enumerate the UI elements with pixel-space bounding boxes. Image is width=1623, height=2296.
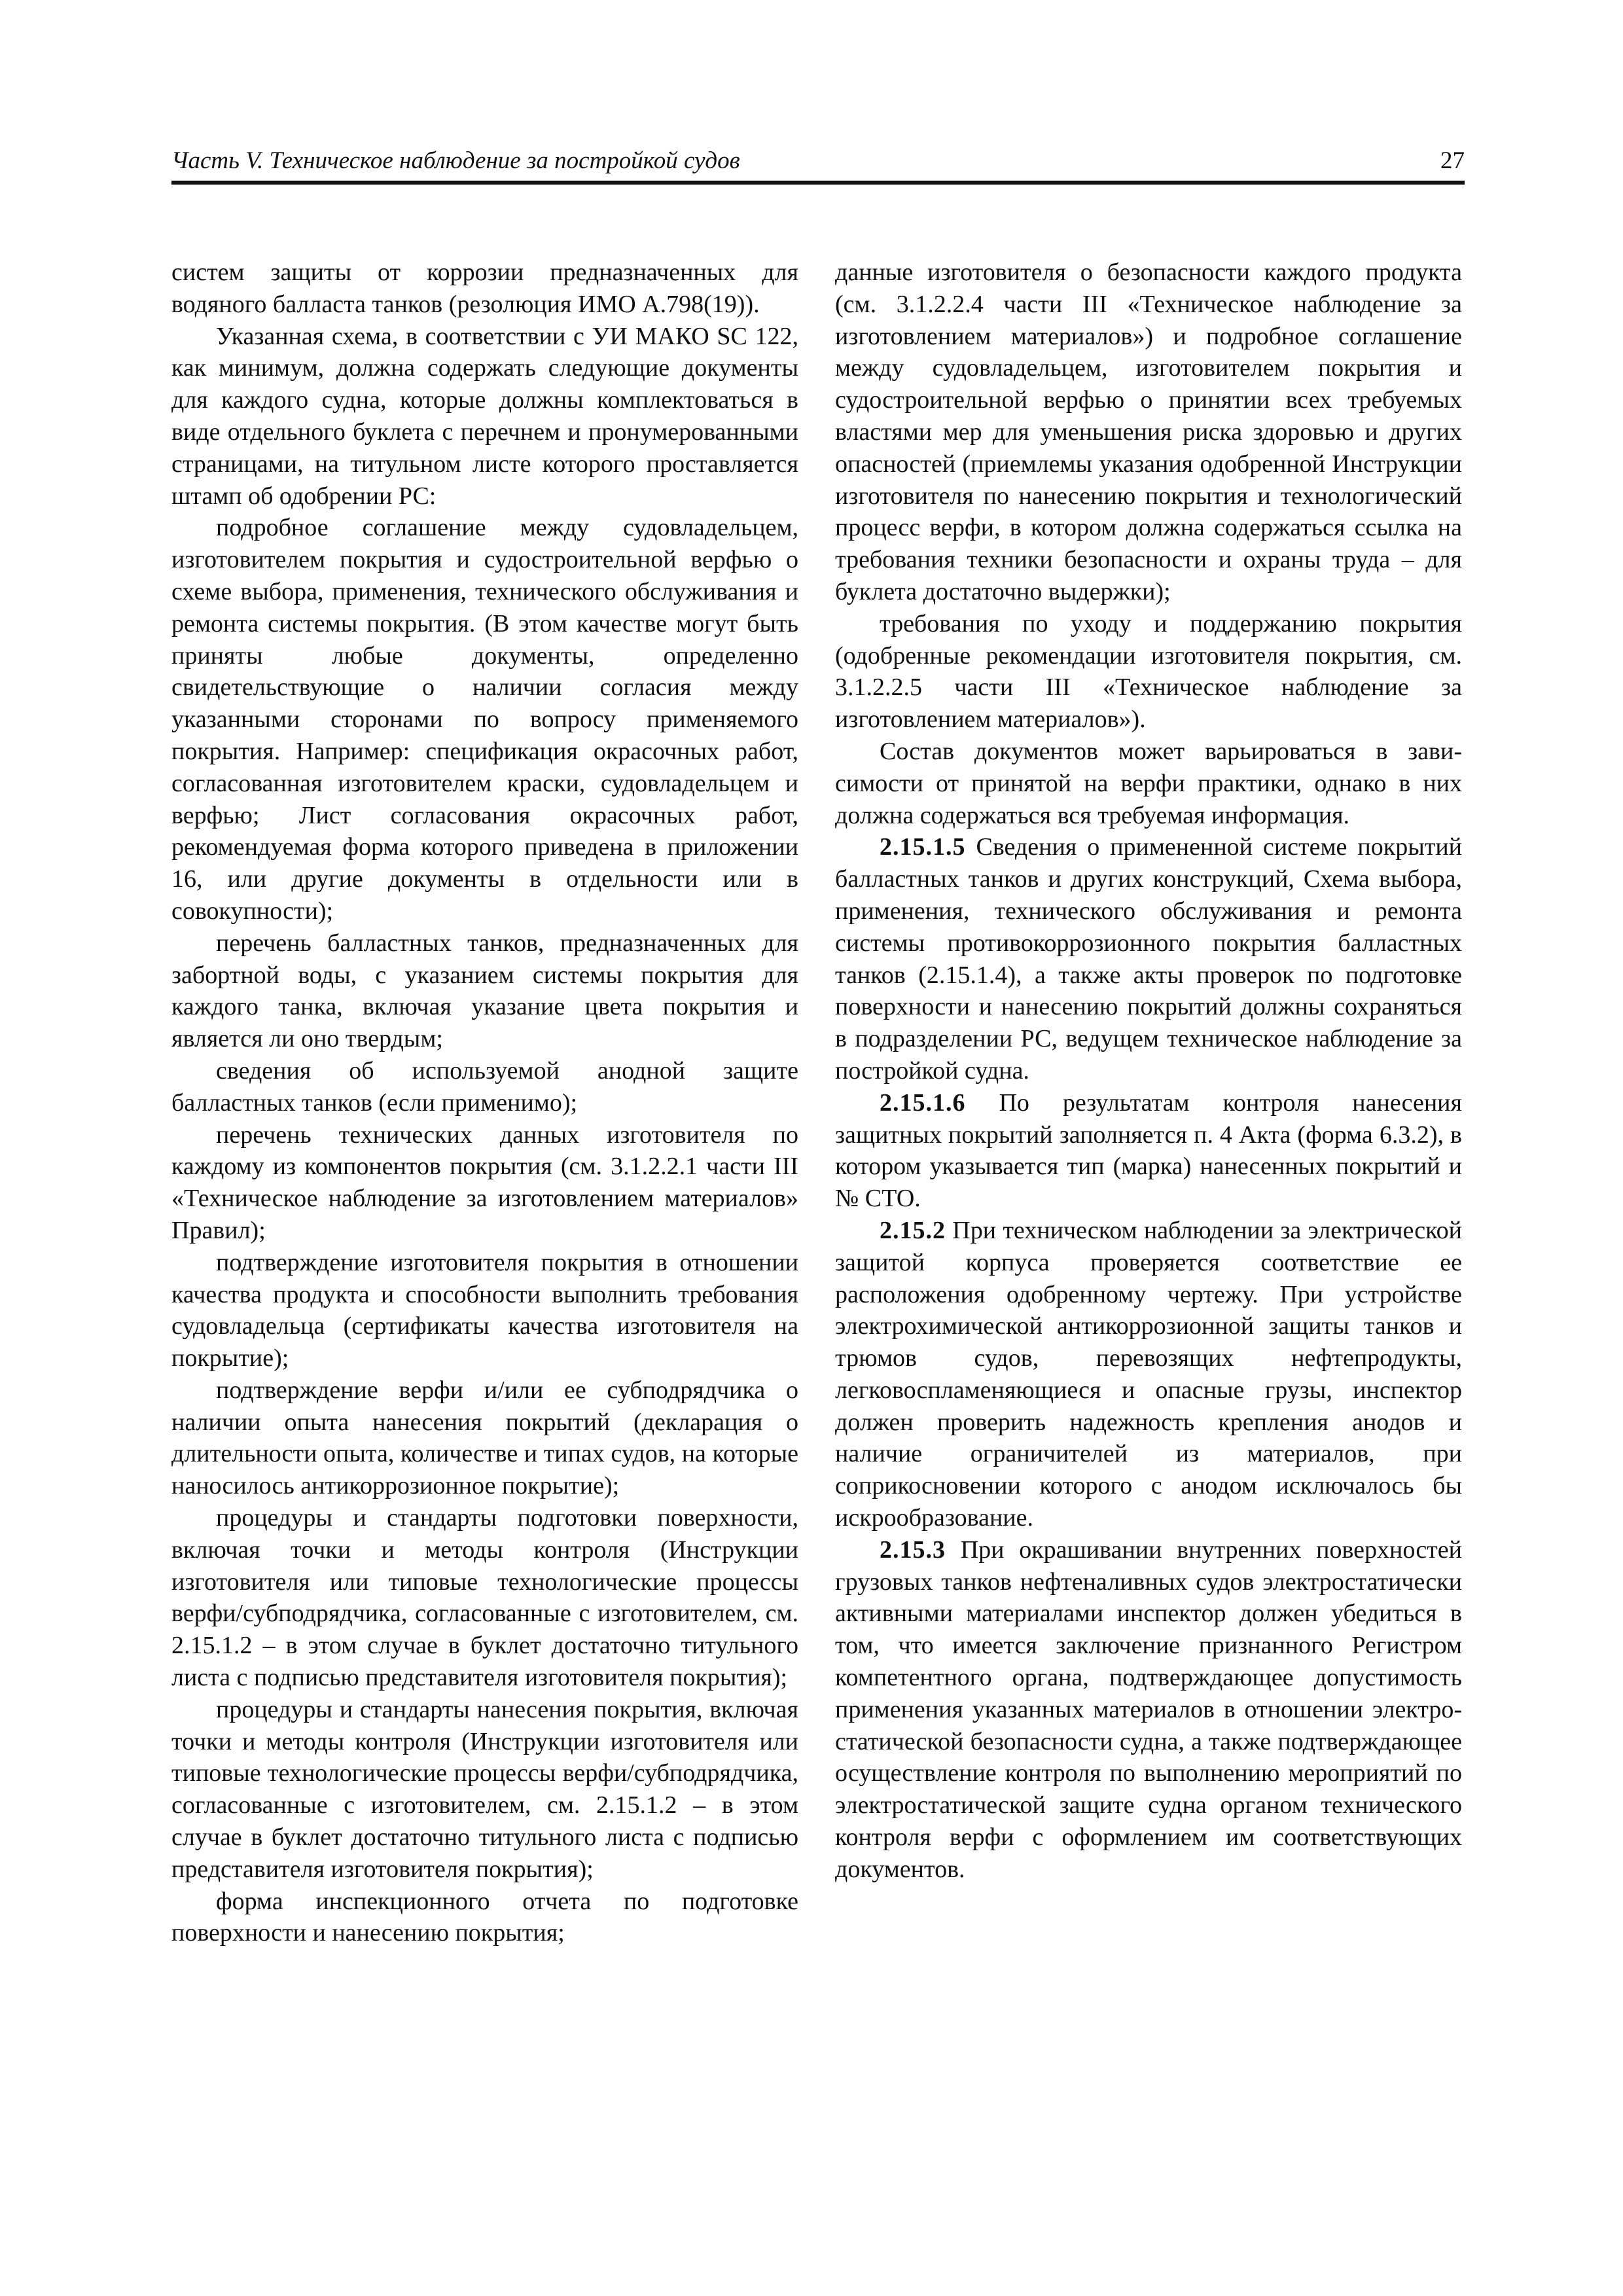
list-item: подтверждение изготовителя покрытия в отношении качества продукта и способности выполнить требования судовладельца (сертификаты качества изготовителя на покрытие); [171,1248,798,1372]
list-item: сведения об используемой анодной защите балластных танков (если применимо); [171,1056,798,1117]
left-column [171,257,798,1949]
list-item: перечень технических данных изготовителя по каждому из компонентов покрытия (см. 3.1.2.2.1 части III «Техническое наблюдение за изготовлением материалов» Правил); [171,1121,798,1244]
list-item: данные изготовителя о безопасности каждого продукта (см. 3.1.2.2.4 части III «Техническое наблюдение за изготовлением материалов») и подробное соглашение между судовладельцем, изготовителем покрытия и судостроительной верфью о принятии всех требуемых властями мер для уменьшения риска здоровью и других опасностей (приемлемы указания одобренной Инструкции изготовителя по нанесению покрытия и технологический процесс верфи, в котором должна содержаться ссылка на требования техники безопасности и охраны труда – для буклета достаточно выдержки); [835,259,1462,605]
list-item: подробное соглашение между судовладельцем, изготовителем покрытия и судостроительной верфью о схеме выбора, применения, технического обслуживания и ремонта системы покрытия. (В этом качестве могут быть приняты любые документы, определенно свидетельствующие о наличии согласия между указанными сторонами по вопросу применяемого покрытия. Например: спецификация окрасочных работ, согласованная изготовителем краски, судовладельцем и верфью; Лист согласования окрасочных работ, рекомендуемая форма которого приведена в приложении 16, или другие документы в отдельности или в совокупности); [171,514,798,925]
section-2-15-3: 2.15.3 При окрашивании внутренних поверхностей грузовых танков нефтеналивных судов электростатически активными материалами инспектор должен убедиться в том, что имеется заключение признанного Регистром компетентного органа, подтверждающее допустимость применения указанных материалов в отношении электростатической безопасности судна, а также подтверждающее осуществление контроля по выполнению мероприятий по электростатической защите судна органом технического контроля верфи с оформлением им соответствующих документов. [835,1535,1462,1883]
right-column [835,257,1462,1886]
list-item: перечень балластных танков, предназначенных для забортной воды, с указанием системы покрытия для каждого танка, включая указание цвета покрытия и является ли оно твердым; [171,929,798,1053]
section-number: 2.15.1.5 [880,833,966,861]
section-2-15-2: 2.15.2 При техническом наблюдении за электрической защитой корпуса проверяется соответствие ее расположения одобренному чертежу. При устройстве электрохимической антикоррозионной защиты танков и трюмов судов, перевозящих нефтепродукты, легковоспламеняющиеся и опасные грузы, инспектор должен проверить надежность крепления анодов и наличие ограничителей из материалов, при соприкосновении которого с анодом исключалось бы искрообразование. [835,1216,1462,1532]
section-number: 2.15.1.6 [880,1088,966,1117]
list-item: процедуры и стандарты подготовки поверхности, включая точки и методы контроля (Инструкции изготовителя или типовые технологические процессы верфи/субподрядчика, согласованные с изготовителем, см. 2.15.1.2 – в этом случае в буклет достаточно титульного листа с подписью представителя изготовителя покрытия); [171,1504,798,1692]
section-number: 2.15.3 [880,1535,946,1564]
list-item: требования по уходу и поддержанию покрытия (одобренные рекомендации изготовителя покрытия, см. 3.1.2.2.5 части III «Техническое наблюдение за изготовлением материалов»). [835,609,1462,734]
section-number: 2.15.2 [880,1216,946,1244]
page-number: 27 [1440,147,1465,174]
section-2-15-1-6: 2.15.1.6 По результатам контроля нанесения защитных покрытий заполняется п. 4 Акта (форма 6.3.2), в котором указывается тип (марка) нанесенных покрытий и № СТО. [835,1088,1462,1213]
paragraph: Указанная схема, в соответствии с УИ МАКО SC 122, как минимум, должна содержать следующие документы для каждого судна, которые должны комплектоваться в виде отдельного буклета с перечнем и пронумерованными страницами, на титульном листе которого проставляется штамп об одобрении РС: [171,322,798,510]
list-item: процедуры и стандарты нанесения покрытия, включая точки и методы контроля (Инструкции изготовителя или типовые технологические процессы верфи/субподрядчика, согласованные с изготовителем, см. 2.15.1.2 – в этом случае в буклет достаточно титульного листа с подписью представителя изготовителя покрытия); [171,1695,798,1883]
paragraph: систем защиты от коррозии предназначенных для водяного балласта танков (резолюция ИМО А.798(19)). [171,259,798,318]
paragraph: Состав документов может варьироваться в зависимости от принятой на верфи практики, однако в них должна содержаться вся требуемая информация. [835,737,1462,829]
running-title: Часть V. Техническое наблюдение за постройкой судов [171,147,740,174]
section-2-15-1-5: 2.15.1.5 Сведения о примененной системе покрытий балластных танков и других конструкций, Схема выбора, применения, технического обслуживания и ремонта системы противокоррозионного покрытия балластных танков (2.15.1.4), а также акты проверок по подготовке поверхности и нанесению покрытий должны сохраняться в подразделении РС, ведущем техническое наблюдение за постройкой судна. [835,833,1462,1085]
page-header [171,145,1465,185]
list-item: подтверждение верфи и/или ее субподрядчика о наличии опыта нанесения покрытий (декларация о длительности опыта, количестве и типах судов, на которые наносилось антикоррозионное покрытие); [171,1376,798,1500]
list-item: форма инспекционного отчета по подготовке поверхности и нанесению покрытия; [171,1887,798,1947]
